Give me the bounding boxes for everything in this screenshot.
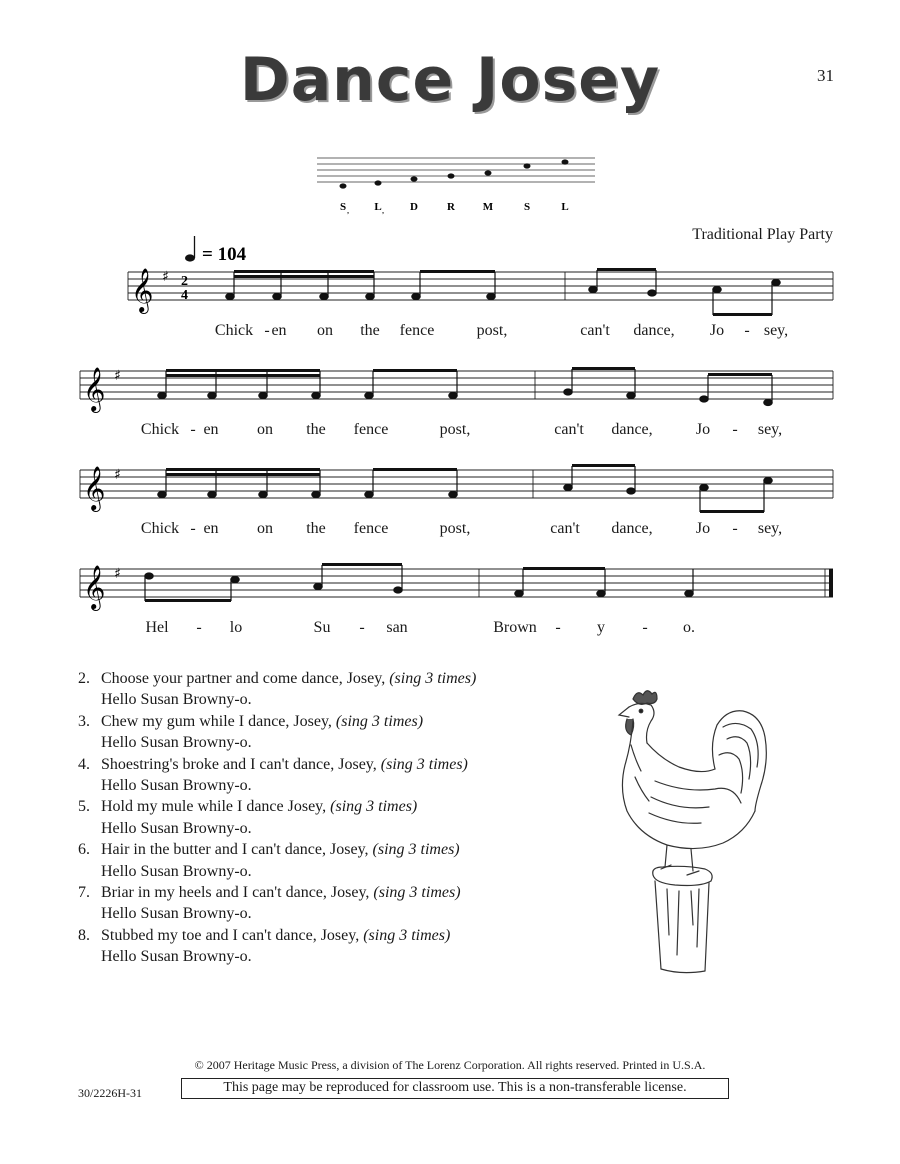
final-barline — [829, 569, 833, 597]
verse-item — [78, 882, 476, 925]
treble-clef-icon: 𝄞 — [83, 466, 106, 510]
lyric-syllable: can't — [550, 520, 580, 537]
lyric-syllable: - — [264, 322, 270, 339]
lyric-syllable: o. — [683, 619, 695, 636]
lyric-syllable: - — [196, 619, 202, 636]
lyric-syllable: on — [317, 322, 333, 339]
lyric-syllable: dance, — [611, 520, 653, 537]
lyric-syllable: Jo — [695, 421, 711, 438]
lyric-syllable: fence — [353, 520, 389, 537]
tone-m: M — [482, 201, 494, 213]
svg-text:‚: ‚ — [346, 207, 350, 215]
lyric-syllable: en — [271, 322, 287, 339]
verse-item — [78, 796, 476, 839]
verse-item — [78, 925, 476, 968]
sharp-icon: ♯ — [162, 269, 169, 285]
verse-instruction: (sing 3 times) — [330, 798, 418, 816]
sharp-icon: ♯ — [114, 368, 121, 384]
lyric-syllable: post, — [439, 520, 471, 537]
lyric-syllable: - — [744, 322, 750, 339]
verse-line: Choose your partner and come dance, Josey, — [101, 670, 390, 687]
staff-3-lyrics — [0, 520, 900, 544]
lyric-syllable: - — [190, 520, 196, 537]
lyric-syllable: the — [360, 322, 380, 339]
staff-2-lyrics — [0, 421, 900, 445]
verse-list — [78, 668, 476, 968]
verse-refrain: Hello Susan Browny-o. — [101, 862, 252, 880]
lyric-syllable: Jo — [709, 322, 725, 339]
treble-clef-icon: 𝄞 — [131, 268, 154, 312]
rooster-illustration — [605, 685, 775, 975]
tone-r: R — [447, 201, 455, 213]
svg-text:‚: ‚ — [381, 207, 385, 215]
verse-instruction: (sing 3 times) — [373, 884, 461, 902]
lyric-syllable: en — [203, 421, 219, 438]
lyric-syllable: Brown — [493, 619, 537, 636]
staff-1-lyrics — [0, 322, 900, 346]
lyric-syllable: can't — [554, 421, 584, 438]
treble-clef-icon: 𝄞 — [83, 367, 106, 411]
lyric-syllable: post, — [439, 421, 471, 438]
lyric-syllable: fence — [353, 421, 389, 438]
verse-number: 3. — [78, 712, 90, 730]
quarter-note-icon — [185, 254, 195, 261]
tone-l-low: L — [374, 201, 382, 213]
lyric-syllable: Chick — [214, 322, 254, 339]
verse-item — [78, 668, 476, 711]
lyric-syllable: Jo — [695, 520, 711, 537]
tone-d: D — [410, 201, 418, 213]
lyric-syllable: - — [732, 421, 738, 438]
verse-refrain: Hello Susan Browny-o. — [101, 948, 252, 966]
lyric-syllable: - — [732, 520, 738, 537]
lyric-syllable: lo — [229, 619, 243, 636]
verse-line: Hair in the butter and I can't dance, Josey, — [101, 841, 373, 859]
lyric-syllable: - — [359, 619, 365, 636]
verse-instruction: (sing 3 times) — [380, 755, 468, 773]
tone-s-low: S — [339, 201, 347, 213]
tone-set-ladder — [315, 150, 595, 220]
lyric-syllable: on — [257, 520, 273, 537]
page-title: Dance Josey — [239, 45, 661, 115]
lyric-syllable: can't — [580, 322, 610, 339]
tempo-marking — [180, 230, 290, 266]
verse-refrain: Hello Susan Browny-o. — [101, 691, 252, 709]
lyric-syllable: dance, — [633, 322, 675, 339]
verse-number: 6. — [78, 841, 90, 859]
lyric-syllable: fence — [399, 322, 435, 339]
time-signature-top: 2 — [181, 274, 188, 289]
verse-item — [78, 839, 476, 882]
copyright-notice: © 2007 Heritage Music Press, a division of The Lorenz Corporation. All rights reserved. Printed in U.S.A. — [194, 1058, 706, 1072]
verse-line: Stubbed my toe and I can't dance, Josey, — [101, 926, 364, 944]
lyric-syllable: post, — [476, 322, 508, 339]
staff-4-lyrics — [0, 619, 900, 643]
verse-number: 8. — [78, 926, 90, 944]
verse-line: Shoestring's broke and I can't dance, Josey, — [101, 755, 381, 773]
verse-instruction: (sing 3 times) — [335, 712, 424, 730]
lyric-syllable: the — [306, 421, 326, 438]
tone-l: L — [561, 201, 569, 213]
lyric-syllable: y — [597, 619, 605, 636]
verse-line: Chew my gum while I dance, Josey, — [101, 712, 336, 730]
lyric-syllable: sey, — [757, 520, 783, 537]
tone-s: S — [523, 201, 531, 213]
lyric-syllable: sey, — [757, 421, 783, 438]
verse-refrain: Hello Susan Browny-o. — [101, 777, 252, 795]
verse-item — [78, 711, 476, 754]
lyric-syllable: Hel — [145, 619, 169, 636]
lyric-syllable: - — [642, 619, 648, 636]
verse-instruction: (sing 3 times) — [372, 841, 460, 859]
lyric-syllable: en — [203, 520, 219, 537]
verse-number: 5. — [78, 798, 90, 816]
lyric-syllable: - — [190, 421, 196, 438]
lyric-syllable: the — [306, 520, 326, 537]
verse-line: Hold my mule while I dance Josey, — [101, 798, 331, 816]
composer-credit: Traditional Play Party — [692, 226, 833, 243]
page-number: 31 — [817, 66, 834, 85]
lyric-syllable: Chick — [140, 520, 180, 537]
verse-instruction: (sing 3 times) — [389, 670, 477, 687]
verse-number: 4. — [78, 755, 90, 773]
catalog-number: 30/2226H-31 — [78, 1086, 142, 1100]
treble-clef-icon: 𝄞 — [83, 565, 106, 609]
license-notice: This page may be reproduced for classroom use. This is a non-transferable license. — [181, 1078, 729, 1099]
lyric-syllable: dance, — [611, 421, 653, 438]
verse-number: 2. — [78, 670, 90, 687]
verse-line: Briar in my heels and I can't dance, Josey, — [101, 884, 374, 902]
verse-refrain: Hello Susan Browny-o. — [101, 905, 252, 923]
lyric-syllable: Su — [313, 619, 331, 636]
verse-refrain: Hello Susan Browny-o. — [101, 819, 252, 837]
verse-number: 7. — [78, 884, 90, 902]
verse-instruction: (sing 3 times) — [363, 926, 451, 944]
verse-item — [78, 754, 476, 797]
tempo-value: = 104 — [202, 244, 247, 265]
verse-refrain: Hello Susan Browny-o. — [101, 734, 252, 752]
lyric-syllable: sey, — [763, 322, 789, 339]
lyric-syllable: on — [257, 421, 273, 438]
sharp-icon: ♯ — [114, 566, 121, 582]
lyric-syllable: - — [555, 619, 561, 636]
lyric-syllable: san — [386, 619, 408, 636]
sharp-icon: ♯ — [114, 467, 121, 483]
time-signature-bottom: 4 — [181, 288, 188, 303]
lyric-syllable: Chick — [140, 421, 180, 438]
